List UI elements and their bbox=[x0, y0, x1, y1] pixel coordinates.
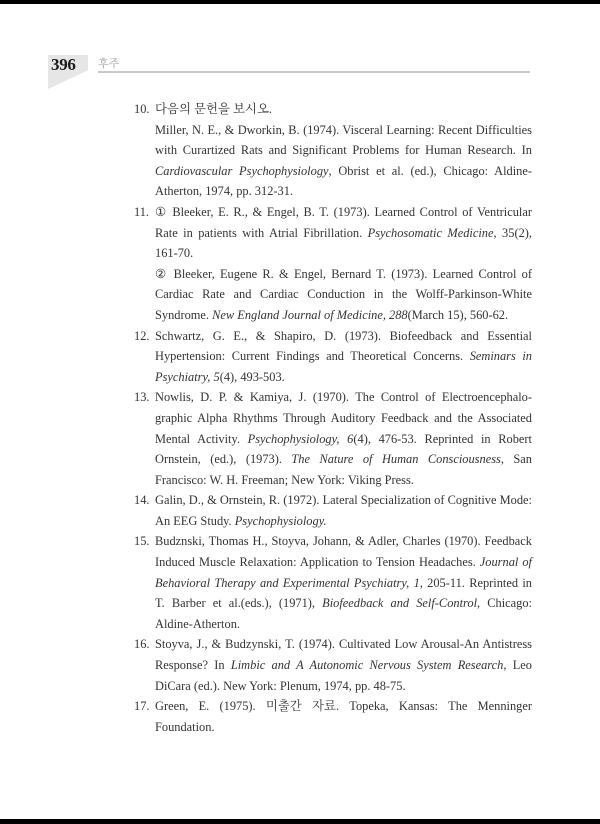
note-number: 14. bbox=[134, 493, 150, 508]
note-citation: Miller, N. E., & Dworkin, B. (1974). Visceral Learning: Recent Difficulties with Curartized Rats and Significant Problems for Human Research. In Cardiovascular Psychophysiology, Obrist et al. (ed.), Chicago: Aldine-Atherton, 1974, pp. 312-31. bbox=[155, 122, 533, 199]
endnotes-list bbox=[134, 99, 532, 737]
note-citation: Budznski, Thomas H., Stoyva, Johann, & Adler, Charles (1970). Feedback Induced Muscle Relaxation: Application to Tension Headaches. Journal of Behavioral Therapy and Experimental Psychiatry, 1, 205-11. Reprinted in T. Barber et al.(eds.), (1971), Biofeedback and Self-Control, Chicago: Aldine-Atherton. bbox=[155, 534, 532, 631]
note-citation: ① Bleeker, E. R., & Engel, B. T. (1973). Learned Control of Ventricular Rate in patients with Atrial Fibrillation. Psychosomatic Medicine, 35(2), 161-70. bbox=[155, 204, 532, 261]
page-number: 396 bbox=[51, 55, 76, 74]
endnote-15 bbox=[134, 531, 532, 634]
endnote-10 bbox=[134, 99, 532, 202]
endnote-17 bbox=[134, 696, 532, 737]
endnote-16 bbox=[134, 634, 532, 696]
note-number: 12. bbox=[134, 328, 150, 343]
note-citation: Schwartz, G. E., & Shapiro, D. (1973). Biofeedback and Essential Hypertension: Current Findings and Theoretical Concerns. Seminars in Psychiatry, 5(4), 493-503. bbox=[155, 328, 532, 384]
endnote-11 bbox=[134, 202, 532, 326]
note-number: 10. bbox=[134, 102, 150, 116]
endnote-13 bbox=[134, 387, 532, 490]
running-head: 후주 bbox=[98, 57, 120, 70]
note-citation: Stoyva, J., & Budzynski, T. (1974). Cultivated Low Arousal-An Antistress Response? In Limbic and A Autonomic Nervous System Research, Leo DiCara (ed.). New York: Plenum, 1974, pp. 48-75. bbox=[155, 637, 532, 693]
note-number: 11. bbox=[134, 204, 150, 219]
note-number: 15. bbox=[134, 534, 150, 549]
top-border bbox=[0, 0, 600, 4]
bottom-border bbox=[0, 819, 600, 824]
note-citation: Green, E. (1975). 미출간 자료. Topeka, Kansas: The Menninger Foundation. bbox=[155, 699, 532, 734]
note-number: 13. bbox=[134, 390, 150, 405]
endnote-12 bbox=[134, 326, 532, 388]
note-citation: Galin, D., & Ornstein, R. (1972). Lateral Specialization of Cognitive Mode: An EEG Study. Psychophysiology. bbox=[155, 493, 532, 528]
endnote-14 bbox=[134, 490, 532, 531]
note-number: 17. bbox=[134, 699, 150, 714]
note-citation: Nowlis, D. P. & Kamiya, J. (1970). The Control of Electroencephalo-graphic Alpha Rhythms Through Auditory Feedback and the Associated Mental Activity. Psychophysiology, 6(4), 476-53. Reprinted in Robert Ornstein, (ed.), (1973). The Nature of Human Consciousness, San Francisco: W. H. Freeman; New York: Viking Press. bbox=[155, 390, 532, 487]
header-rule bbox=[98, 71, 530, 73]
note-citation: ② Bleeker, Eugene R. & Engel, Bernard T. (1973). Learned Control of Cardiac Rate and Cardiac Conduction in the Wolff-Parkinson-White Syndrome. New England Journal of Medicine, 288(March 15), 560-62. bbox=[155, 266, 532, 322]
note-number: 16. bbox=[134, 637, 150, 652]
note-intro: 다음의 문헌을 보시오. bbox=[155, 102, 273, 116]
